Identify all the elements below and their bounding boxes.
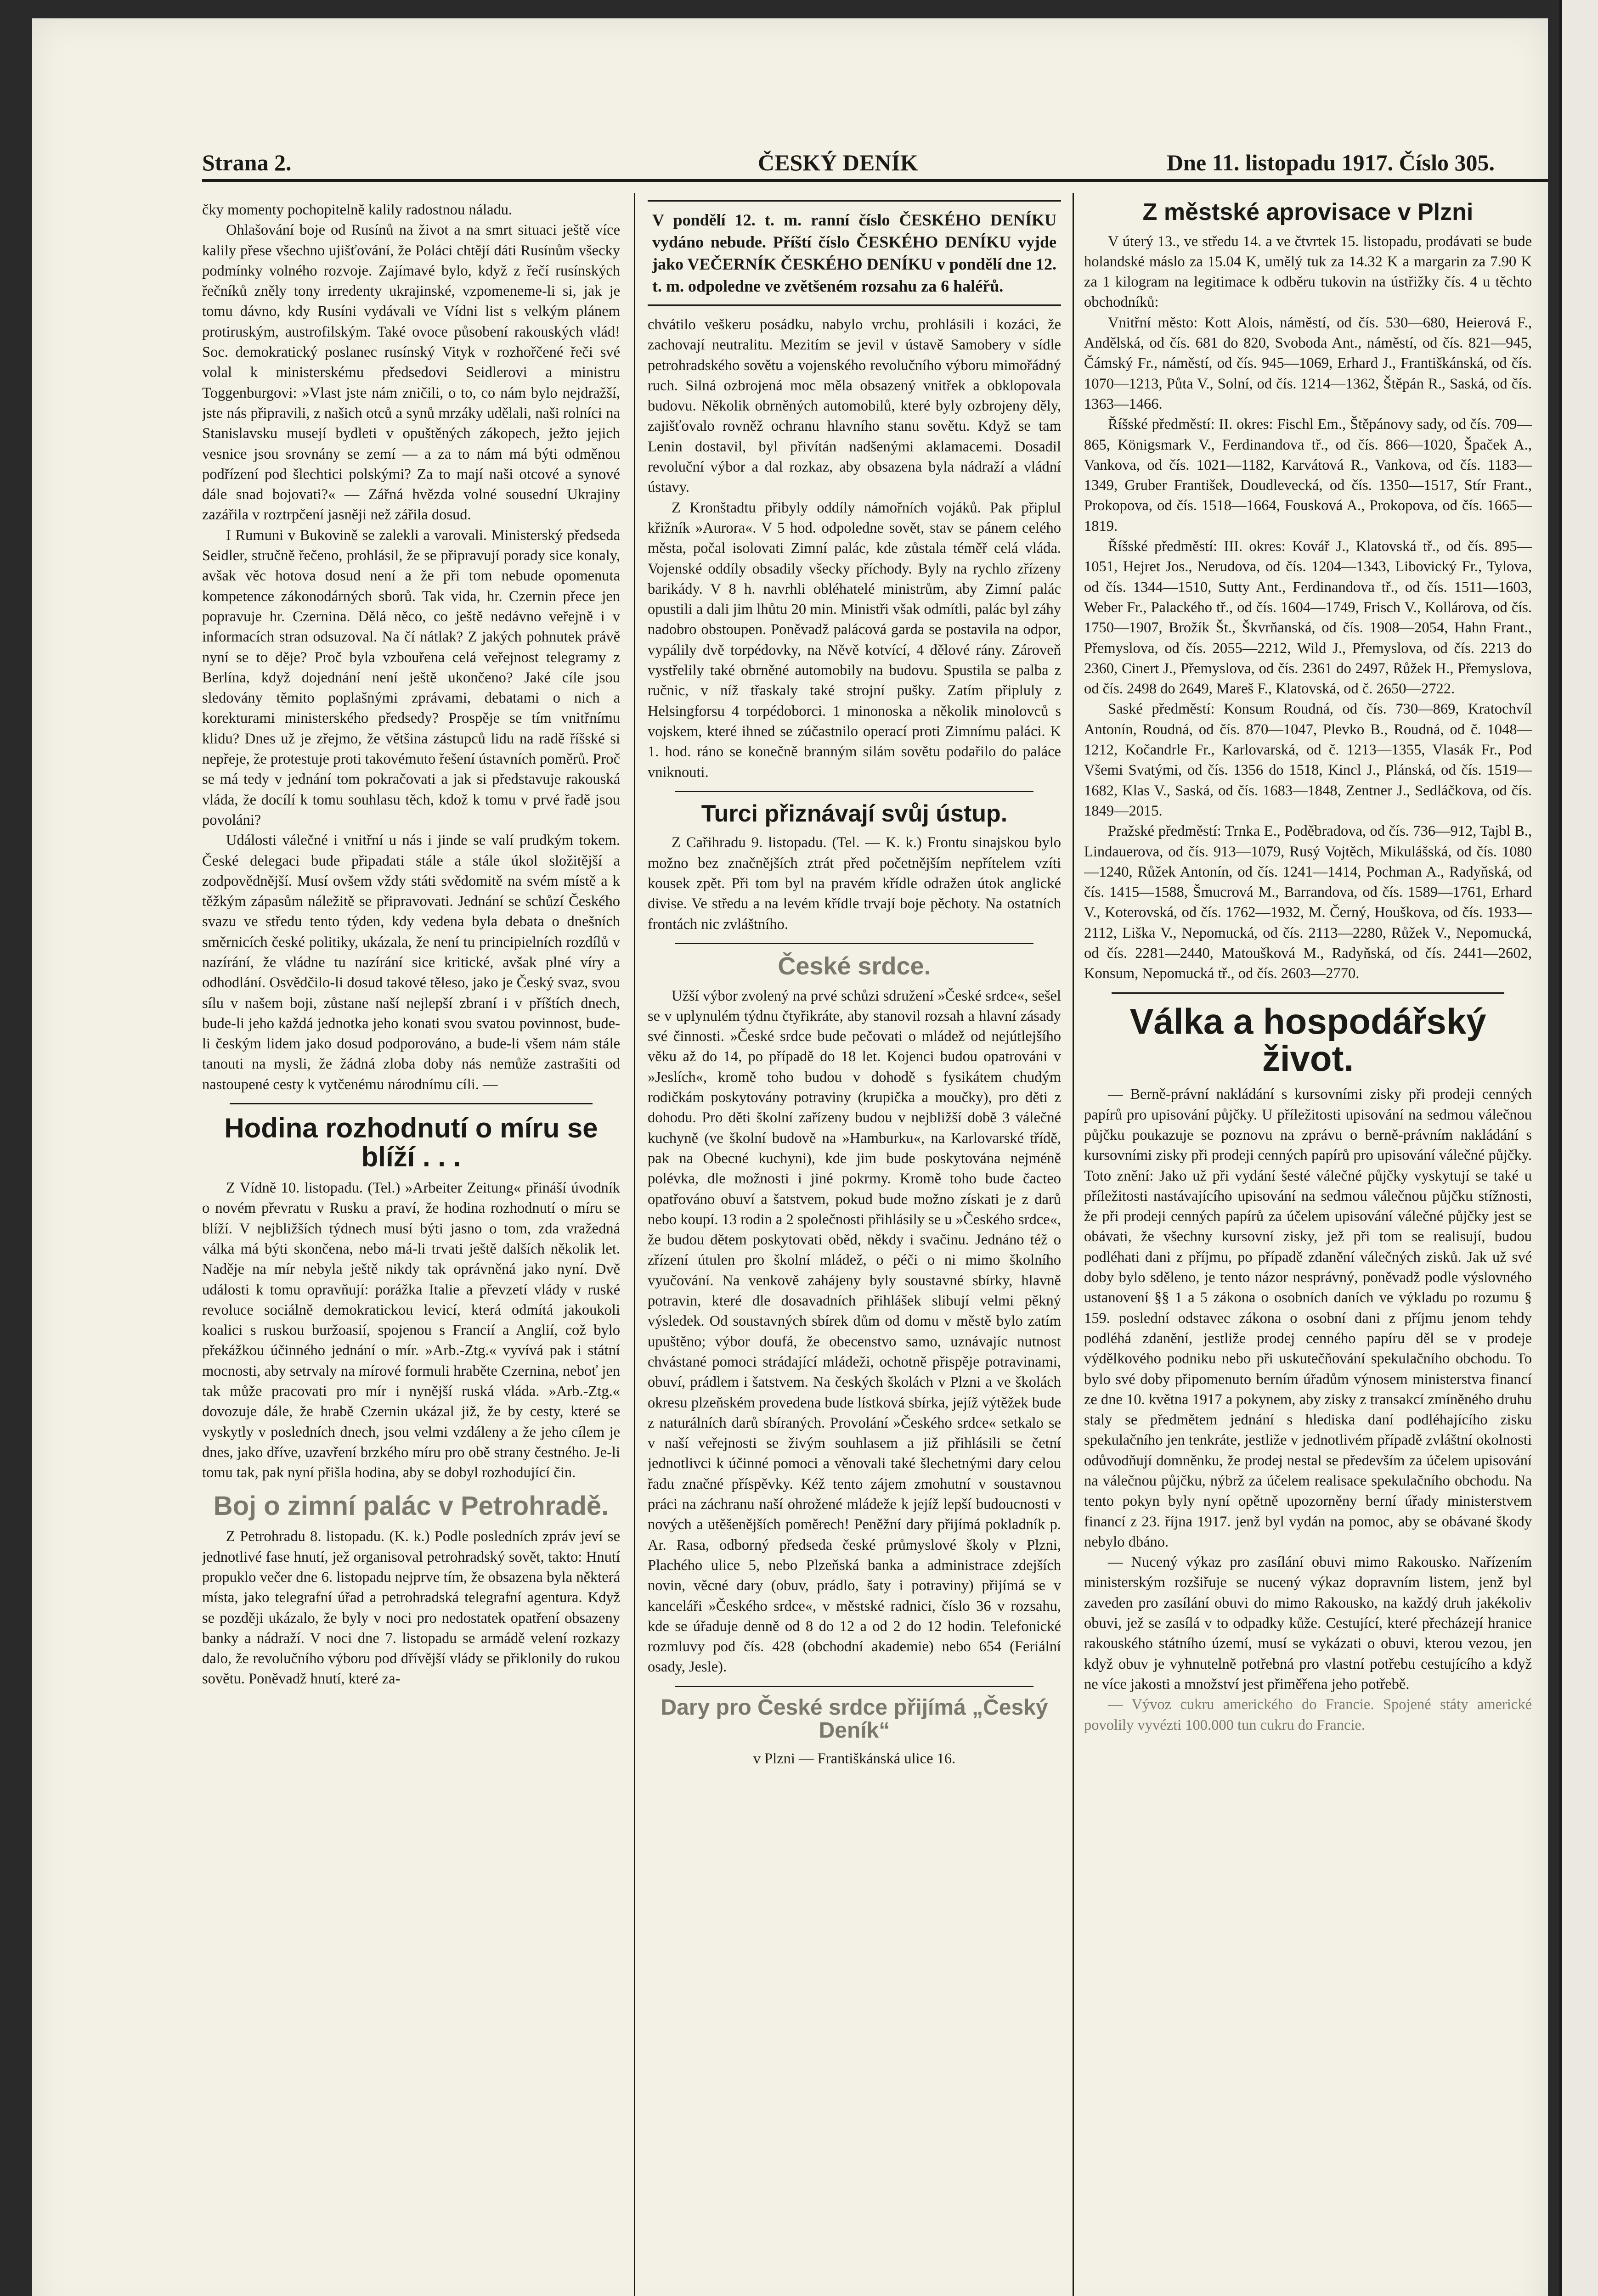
article-text: Události válečné i vnitřní u nás i jinde se valí prudkým tokem. České delegaci bude připadati stále a stále úkol složitější a zodpovědnější. Musí ovšem vždy státi svědomitě na svém místě a k těžkým zápasům náležitě se připravovati. Jednání se schůzí Českého svazu ve středu tento týden, kdy vedena byla debata o dnešních směrnicích české politiky, ukázala, že není tu principielních rozdílů v nazírání, že vládne tu nazírání sice kritické, avšak plné víry a odhodlání. Osvědčilo-li dosud takové těleso, jako je Český svaz, svou sílu v našem boji, zůstane naší nejlepší zbraní i v příštích dnech, bude-li jeho každá jednotka jeho konati svou svatou povinnost, bude-li českým lidem jako dosud podporováno, a bude-li všem nám stále tanouti na mysli, že žádná zloba doby nás nemůže zastrašiti od nastoupené cesty k vytčenému národnímu cíli. — bbox=[202, 832, 620, 1093]
article-text: Z Vídně 10. listopadu. (Tel.) »Arbeiter Zeitung« přináší úvodník o novém převratu v Rusku a praví, že hodina rozhodnutí o míru se blíží. V nejbližších týdnech musí býti jasno o tom, zda vražedná válka má býti skončena, nebo má-li trvati ještě dalších několik let. Naděje na mír nebyla ještě nikdy tak oprávněná jako nyní. Dvě události k tomu opravňují: porážka Italie a převzetí vlády v ruské revoluce sociálně demokratickou levicí, která odmítá jakoukoli koalici s ruskou buržoasií, spojenou s Francií a Anglií, což bylo překážkou účinného jednání o mír. »Arb.-Ztg.« vyvívá pak i státní mocnosti, aby setrvaly na mírové formuli hraběte Czernina, neboť jen tak může pracovati pro mír i nynější ruská vláda. »Arb.-Ztg.« dovozuje dále, že hrabě Czernin ukázal již, že by cesty, které se vyskytly v posledních dnech, jsou velmi vzdáleny a že jeho cílem je dnes, jako dříve, uzavření brzkého míru pro obě strany čestného. Je-li tomu tak, pak nyní přišla hodina, aby se dobyl rozhodující čin. bbox=[202, 1180, 620, 1481]
article-text: — Berně-právní nakládání s kursovními zisky při prodeji cenných papírů pro upisování půjčky. U příležitosti upisování na sedmou válečnou půjčku poukazuje se poznovu na zprávu o berně-právním nakládání s kursovními zisky při prodeji cenných papírů pro upisování válečné půjčky. Toto znění: Jako už při vydání šesté válečné půjčky vyskytují se také u příležitosti nastávajícího upisování na sedmou válečnou půjčku stížnosti, že při prodeji cenných papírů za účelem upisování válečné půjčky jest se obávati, že všechny kursovní zisky, jež při tom se realisují, budou podléhati dani z příjmu, po případě zdanění válečných zisků. Jak už své doby bylo sděleno, je tento názor nesprávný, poněvadž podle výslovného ustanovení §§ 1 a 5 zákona o osobních daních ve výkladu po rozumu § 159. poslední odstavec zákona o osobní dani z příjmu jenom tehdy podléhá zdanění, jestliže prodej cenného papíru děl se v prodeje výdělkového podniku nebo při uskutečňování spekulačního obchodu. To bylo své doby připomenuto berním úřadům výnosem ministerstva financí ze dne 10. května 1917 a pokynem, aby zisky z transakcí zmíněného druhu staly se předmětem jednání s hlediska daní podléhajícího zisku spekulačního jen tenkráte, jestliže v jednotlivém případě zvláštní okolnosti odůvodňují domněnku, že prodej nestal se především za účelem upisování na válečnou půjčku, nýbrž za účelem realisace spekulačního obchodu. Na tento pokyn byly nyní opětně upozorněny berní úřady ministerstvem financí z 23. října 1917. jenž byl vydán na pomoc, aby se obávané škody nebylo dbáno. bbox=[1084, 1086, 1532, 1550]
article-text: Užší výbor zvolený na prvé schůzi sdružení »České srdce«, sešel se v uplynulém týdnu čtyřikráte, aby stanovil rozsah a hlavní zásady své činnosti. »České srdce bude pečovati o mládež od nejútlejšího věku až do 14, po případě do 18 let. Kojenci budou opatrováni v »Jeslích«, kromě toho budou v dohodě s fysikátem chudým rodičkám poskytovány potraviny (krupička a moučky), pro děti z dohodu. Pro děti školní zařízeny budou v nejbližší době 3 válečné kuchyně (ve školní budově na »Hamburku«, na Karlovarské třídě, pak na Obecné kuchyni), kde jim bude poskytována nejméně polévka, dle možnosti i jiné pokrmy. Kromě toho bude čacteo opatřováno obuví a šatstvem, pokud bude možno získati je z darů nebo koupí. 13 rodin a 2 společnosti přihlásily se u »Českého srdce«, že budou dětem poskytovati oběd, někdy i svačinu. Jednáno též o zřízení útulen pro školní mládež, o péči o ni mimo školního vyučování. Na venkově zahájeny byly soustavné sbírky, hlavně potravin, které dle dosavadních přihlášek slibují velmi pěkný výsledek. Od soustavných sbírek dům od domu v městě bylo zatím upuštěno; výbor doufá, že obecenstvo samo, uznávajíc nutnost chvástané pomoci strádající mládeži, ochotně přispěje potravinami, obuví, prádlem i šatstvem. Na českých školách v Plzni a ve školách okresu plzeňském provedena bude lístková sbírka, jejíž výtěžek bude z naturálních darů sbíraných. Provolání »Českého srdce« setkalo se v naší veřejnosti se živým souhlasem a již přihlásili se četní jednotlivci k účinné pomoci a věnovali také šlechetnými dary celou řadu značné příspěvky. Kéž tento zájem zmohutní v soustavnou práci na záchranu naší ohrožené mládeže k jejíž lepší budoucnosti v nových a utěšenějších poměrech! Peněžní dary přijímá pokladník p. Ar. Rasa, odborný předseda české průmyslové školy v Plzni, Plachého ulice 5, nebo Plzeňská banka a administrace zdejších novin, věcné dary (obuv, prádlo, šaty i potraviny) přijímá se v kanceláři »Českého srdce«, v městské radnici, číslo 36 v rozsahu, kde se úřaduje denně od 8 do 12 a od 2 do 12 hodin. Telefonické rozmluvy pod čís. 428 (obchodní akademie) nebo 654 (Feriální osady, Jesle). bbox=[648, 987, 1061, 1676]
column-2 bbox=[648, 200, 1061, 2296]
article-text: — Vývoz cukru amerického do Francie. Spojené státy americké povolily vyvézti 100.000 tun cukru do Francie. bbox=[1084, 1696, 1532, 1733]
divider bbox=[1112, 992, 1504, 994]
article-text: I Rumuni v Bukovině se zalekli a varovali. Ministerský předseda Seidler, stručně řečeno, prohlásil, že se připravují porady sice konaly, avšak věc hotova dosud není a že při tom nebude opomenuta kompetence zákonodárných sborů. Tak vida, hr. Czernin přece jen popravuje hr. Czernina. Dělá něco, co ještě nedávno veřejně i v informacích stran odsuzoval. Na čí nátlak? Z jakých pohnutek právě nyní se to děje? Proč byla vzbouřena celá veřejnost telegramy z Berlína, když dojednání není ještě ukončeno? Jaké cíle jsou sledovány těmito poplašnými zprávami, debatami o nich a korekturami ministerského předsedy? Prospěje se tím vnitřnímu klidu? Dnes už je zřejmo, že většina zástupců lidu na radě říšské si nepřeje, že protestuje proti takovémuto řešení ústavních poměrů. Proč se má tedy v jednání tom pokračovati a jak si představuje rakouská vláda, že docílí k tomu souhlasu těch, kdož k tomu v prvé řadě jsou povoláni? bbox=[202, 527, 620, 828]
divider bbox=[675, 943, 1033, 944]
divider bbox=[675, 1686, 1033, 1687]
article-text: čky momenty pochopitelně kalily radostnou náladu. bbox=[202, 202, 513, 218]
headline-winter-palace: Boj o zimní palác v Petrohradě. bbox=[213, 1491, 609, 1521]
article-text: Z Kronštadtu přibyly oddíly námořních vojáků. Pak připlul křižník »Aurora«. V 5 hod. odpoledne sovět, stav se pánem celého města, počal isolovati Zimní palác, kde zůstala téměř celá vláda. Vojenské oddíly obsadily všecky příchody. Byly na rychlo zřízeny barikády. V 8 h. navrhli obléhatelé ministrům, aby Zimní palác opustili a dali jim lhůtu 20 min. Ministři však odmítli, palác byl záhy nadobro obstoupen. Poněvadž palácová garda se postavila na odpor, vypálily dvě torpédovky, na Něvě kotvící, 4 dělové rány. Zároveň vystřelily také obrněné automobily na budovu. Spustila se palba z ručnic, v níž třaskaly také strojní pušky. Zatím připluly z Helsingforsu 4 torpédoborci. 1 minonoska a několik minolovců s vojskem, které ihned se zúčastnilo operací proti Zimnímu paláci. K 1. hod. ráno se konečně branným silám sovětu podařilo do paláce vniknouti. bbox=[648, 499, 1061, 781]
column-rule bbox=[634, 193, 635, 2296]
headline-donations: Dary pro České srdce přijímá „Český Deník“ bbox=[661, 1695, 1048, 1743]
page-number: Strana 2. bbox=[202, 150, 292, 175]
adjacent-page-edge bbox=[1559, 0, 1598, 2296]
article-text: — Nucený výkaz pro zasílání obuvi mimo Rakousko. Nařízením ministerským rozšiřuje se nucený výkaz dopravním listem, jenž byl zaveden pro zasílání obuvi do mimo Rakousko, na každý druh jakékoliv obuvi, jež se zasílá v to odpadky kůže. Cestující, které přecházejí hranice rakouského státního území, musí se vykázati o obuvi, kterou vezou, jen když obuv je vyhnutelně potřebná pro vlastní potřebu cestujícího a když ne více jakosti a množství jest přiměřena jeho potřebě. bbox=[1084, 1554, 1532, 1693]
article-text: chvátilo veškeru posádku, nabylo vrchu, prohlásili i kozáci, že zachovají neutralitu. Mezitím se jevil v ústavě Samobery v sídle petrohradského sovětu a vojenského revolučního výboru mimořádný ruch. Silná ozbrojená moc měla obsazený vnitřek a obklopovala budovu. Několik obrněných automobilů, které byly ozbrojeny děly, zajišťovalo rovněž ochranu hlavního stanu sovětu. Když se tam Lenin dostavil, byl přivítán nadšenými aklamacemi. Dosadil revoluční výbor a dal rozkaz, aby obsazena byla nádraží a vládní ústavy. bbox=[648, 316, 1061, 496]
donation-address: v Plzni — Františkánská ulice 16. bbox=[753, 1750, 956, 1767]
article-text: Ohlašování boje od Rusínů na život a na smrt situaci ještě více kalily přese všechno ujišťování, že Poláci chtějí dáti Rusínům všecky podmínky volného rozvoje. Zajímavé bylo, když z řečí rusínských řečníků zněly tony irredenty ukrajinské, vzpomeneme-li si, jak je tomu dávno, kdy Rusíni vydávali ve Vídni list s velkým plánem protiruským, austrofilským. Také ovoce působení rakouských vlád! Soc. demokratický poslanec rusínský Vityk v rozhořčené řeči své volal k ministerskému předsedovi Seidlerovi a ministru Toggenburgovi: »Vlast jste nám zničili, o to, co nám bylo nejdražší, jste nás připravili, z našich otců a synů mrzáky udělali, naši rolníci na Stanislavsku musejí bydleti v opuštěných zákopech, ježto jejich vesnice jsou srovnány se zemí — a za to nám má býti odměnou podřízení pod šlechtici polskými? Za to mají naši otcové a synové dále snad bojovati?« — Zářná hvězda volné sousední Ukrajiny zazářila v roztrpčení jasněji než zářila dosud. bbox=[202, 222, 620, 523]
masthead: ČESKÝ DENÍK bbox=[758, 150, 918, 175]
header-rule bbox=[202, 179, 1548, 182]
article-text: Z Cařihradu 9. listopadu. (Tel. — K. k.) Frontu sinajskou bylo možno bez značnějších ztrát před početnějším nepřítelem vzíti kousek zpět. Při tom byl na pravém křídle odražen útok anglické divise. Ve středu a na levém křídle trvají boje pěchoty. Na ostatních frontách nic zvláštního. bbox=[648, 834, 1061, 933]
article-text: Z Petrohradu 8. listopadu. (K. k.) Podle posledních zpráv jeví se jednotlivé fase hnutí, jež organisoval petrohradský sovět, takto: Hnutí propuklo večer dne 6. listopadu nejprve tím, že obsazena byla některá místa, jako telegrafní úřad a petrohradská telegrafní agentura. Když se později ukázalo, že byly v noci pro nedostatek opatření obsazeny banky a nádraží. V noci dne 7. listopadu se armádě velení rozkazy dalo, že revolučního výboru pod dřívější vlády se přiklonily do rukou sovětu. Poněvadž hnutí, které za- bbox=[202, 1528, 620, 1688]
issue-date: Dne 11. listopadu 1917. Číslo 305. bbox=[1167, 150, 1495, 175]
article-text: Říšské předměstí: III. okres: Kovář J., Klatovská tř., od čís. 895—1051, Hejret Jos., Nerudova, od čís. 1204—1343, Libovický Fr., Tylova, od čís. 1344—1510, Sutty Ant., Ferdinandova tř., od čís. 1511—1603, Weber Fr., Palackého tř., od čís. 1604—1749, Frisch V., Kollárova, od čís. 1750—1907, Brožík Št., Škvrňanská, od čís. 1908—2054, Hahn Frant., Přemyslova, od čís. 2055—2212, Wild J., Přemyslova, od čís. 2213 do 2360, Cinert J., Přemyslova, od čís. 2361 do 2497, Růžek H., Přemyslova, od čís. 2498 do 2649, Mareš F., Klatovská, od č. 2650—2722. bbox=[1084, 538, 1532, 698]
headline-ceske-srdce: České srdce. bbox=[778, 952, 931, 980]
article-text: Říšské předměstí: II. okres: Fischl Em., Štěpánovy sady, od čís. 709—865, Königsmark V., Ferdinandova tř., od čís. 866—1020, Špaček A., Vankova, od čís. 1021—1182, Karvátová R., Vankova, od čís. 1183—1349, Gruber František, Doudlevecká, od čís. 1350—1517, Stír Frant., Prokopova, od čís. 1518—1664, Fousková A., Prokopova, od čís. 1665—1819. bbox=[1084, 416, 1532, 535]
newspaper-page bbox=[32, 18, 1548, 2296]
article-text: Vnitřní město: Kott Alois, náměstí, od čís. 530—680, Heierová F., Andělská, od čís. 681 do 820, Svoboda Ant., náměstí, od čís. 821—945, Čámský Fr., náměstí, od čís. 945—1069, Erhard J., Františkánská, od čís. 1070—1213, Půta V., Solní, od čís. 1214—1362, Štěpán R., Saská, od čís. 1363—1466. bbox=[1084, 314, 1532, 412]
column-rule bbox=[1073, 193, 1074, 2296]
divider bbox=[675, 791, 1033, 792]
notice-box: V pondělí 12. t. m. ranní číslo ČESKÉHO DENÍKU vydáno nebude. Příští číslo ČESKÉHO DENÍKU vyjde jako VEČERNÍK ČESKÉHO DENÍKU v pondělí dne 12. t. m. odpoledne ve zvětšeném rozsahu za 6 haléřů. bbox=[648, 200, 1061, 306]
column-1 bbox=[202, 200, 620, 2296]
article-text: V úterý 13., ve středu 14. a ve čtvrtek 15. listopadu, prodávati se bude holandské máslo za 15.04 K, umělý tuk za 14.32 K a margarin za 7.90 K za 1 kilogram na legitimace k odběru tukovin na ústřižky čís. 4 u těchto obchodníků: bbox=[1084, 233, 1532, 311]
column-3 bbox=[1084, 200, 1532, 2296]
divider bbox=[230, 1103, 593, 1104]
headline-peace: Hodina rozhodnutí o míru se blíží . . . bbox=[224, 1113, 598, 1173]
article-text: Pražské předměstí: Trnka E., Poděbradova, od čís. 736—912, Tajbl B., Lindauerova, od čís. 913—1079, Rusý Vojtěch, Mikulášská, od čís. 1080—1240, Růžek Antonín, od čís. 1241—1414, Pochman A., Radyňská, od čís. 1415—1588, Šmucrová M., Barrandova, od čís. 1589—1761, Erhard V., Koterovská, od čís. 1762—1932, M. Černý, Houškova, od čís. 1933—2112, Liška V., Nepomucká, od čís. 2113—2280, Růžek V., Nepomucká, od čís. 2281—2440, Matoušková M., Radyňská, od čís. 2441—2602, Konsum, Nepomucká tř., od čís. 2603—2770. bbox=[1084, 823, 1532, 982]
article-text: Saské předměstí: Konsum Roudná, od čís. 730—869, Kratochvíl Antonín, Roudná, od čís. 870—1047, Plevko B., Roudná, od č. 1048—1212, Kočandrle Fr., Karlovarská, od č. 1213—1355, Vlasák Fr., Pod Všemi Svatými, od čís. 1356 do 1518, Kincl J., Plánská, od čís. 1519—1682, Klas V., Saská, od čís. 1683—1848, Zentner J., Sedláčkova, od čís. 1849—2015. bbox=[1084, 701, 1532, 819]
headline-aprovisace: Z městské aprovisace v Plzni bbox=[1142, 200, 1474, 225]
headline-turks: Turci přiznávají svůj ústup. bbox=[701, 800, 1008, 827]
headline-war-economy: Válka a hospodářský život. bbox=[1129, 1001, 1486, 1079]
